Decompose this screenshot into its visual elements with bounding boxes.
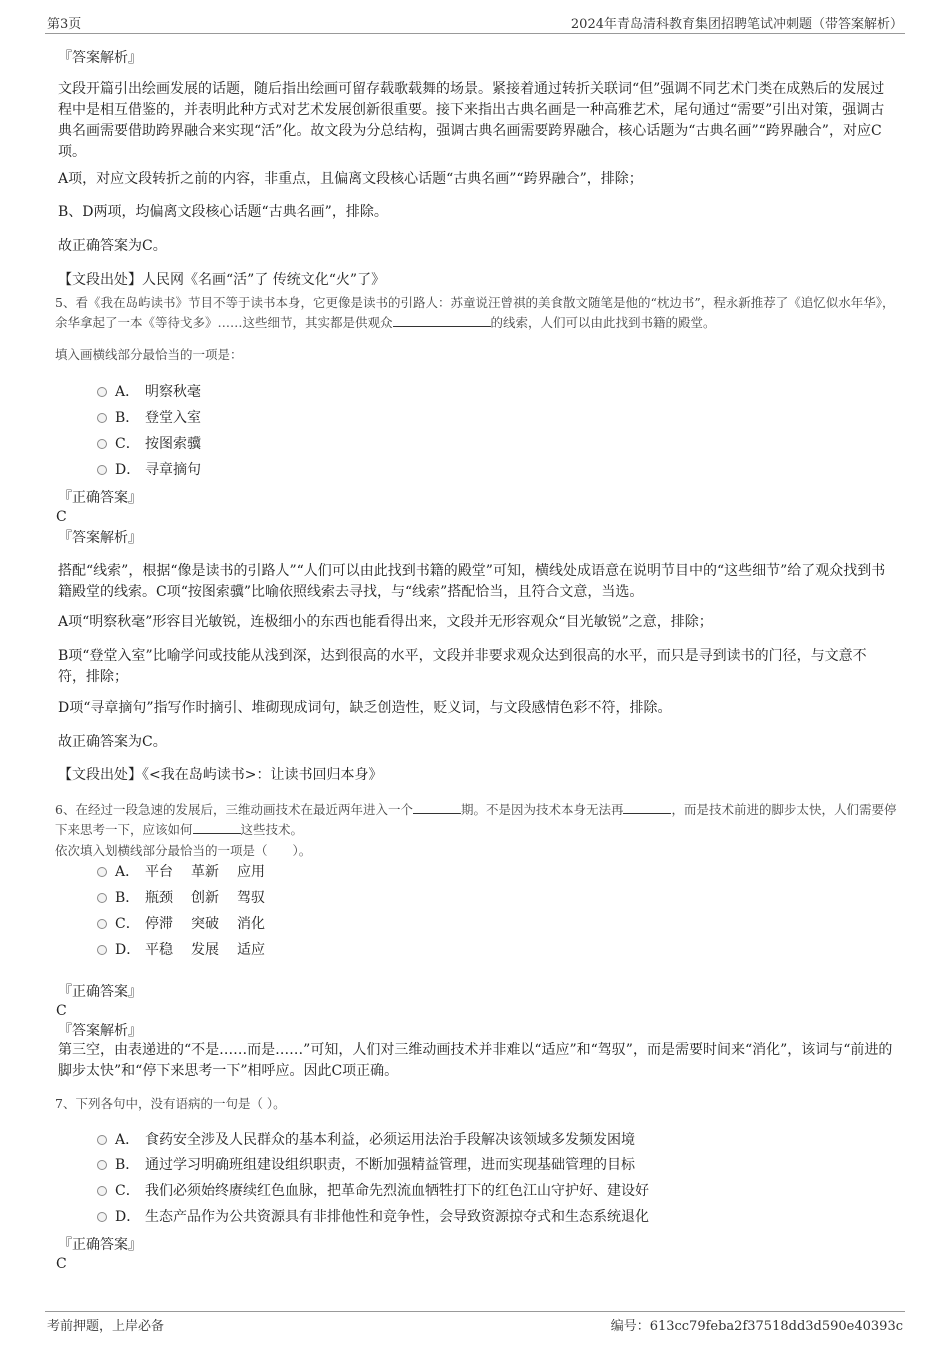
option-a[interactable]: A． 食药安全涉及人民群众的基本利益，必须运用法治手段解决该领域多发频发困境 [97, 1130, 635, 1150]
question-stem-text: 5、看《我在岛屿读书》节目不等于读书本身，它更像是读书的引路人：苏童说汪曾祺的美食散文随笔是他的“枕边书”，程永新推荐了《追忆似水年华》，余华拿起了一本《等待戈多》……这些细节，其实都是供观众 [55, 295, 895, 330]
radio-icon[interactable] [97, 893, 107, 903]
answer-tag: 『正确答案』 [58, 1237, 142, 1253]
option-a[interactable]: A． 平台 革新 应用 [97, 862, 283, 882]
question-stem-text: 这些技术。 [240, 822, 304, 837]
radio-icon[interactable] [97, 1212, 107, 1222]
option-b[interactable]: B． 登堂入室 [97, 408, 201, 428]
question-stem [55, 800, 900, 840]
option-a[interactable]: A． 明察秋毫 [97, 382, 201, 402]
question-prompt: 填入画横线部分最恰当的一项是： [55, 347, 243, 362]
analysis-conclusion: 故正确答案为C。 [58, 238, 167, 254]
analysis-paragraph: 搭配“线索”，根据“像是读书的引路人”“人们可以由此找到书籍的殿堂”可知，横线处成语意在说明节目中的“这些细节”给了观众找到书籍殿堂的线索。C项“按图索骥”比喻依照线索去寻找，与“线索”搭配恰当，且符合文意，当选。 [58, 563, 886, 600]
fill-blank [193, 821, 241, 834]
question-prompt: 依次填入划横线部分最恰当的一项是（ ）。 [55, 843, 312, 858]
footer-divider [45, 1311, 905, 1312]
fill-blank [413, 801, 461, 814]
answer-tag: 『正确答案』 [58, 984, 142, 1000]
document-id: 编号：613cc79feba2f37518dd3d590e40393c [610, 1319, 903, 1334]
question-stem: 7、下列各句中，没有语病的一句是（ ）。 [55, 1096, 286, 1111]
radio-icon[interactable] [97, 945, 107, 955]
analysis-tag: 『答案解析』 [58, 50, 142, 66]
radio-icon[interactable] [97, 919, 107, 929]
analysis-paragraph: A项，对应文段转折之前的内容，非重点，且偏离文段核心话题“古典名画”“跨界融合”，排除； [58, 171, 643, 187]
question-stem [55, 293, 900, 333]
answer-tag: 『正确答案』 [58, 490, 142, 506]
analysis-paragraph: B项“登堂入室”比喻学问或技能从浅到深，达到很高的水平，文段并非要求观众达到很高的水平，而只是寻到读书的门径，与文意不符，排除； [58, 648, 867, 685]
radio-icon[interactable] [97, 1186, 107, 1196]
source-note: 【文段出处】人民网《名画“活”了 传统文化“火”了》 [58, 272, 386, 288]
header-divider [45, 33, 905, 34]
option-c[interactable]: C． 停滞 突破 消化 [97, 914, 283, 934]
analysis-paragraph: 文段开篇引出绘画发展的话题，随后指出绘画可留存载歌载舞的场景。紧接着通过转折关联词“但”强调不同艺术门类在成熟后的发展过程中是相互借鉴的，并表明此种方式对艺术发展创新很重要。接下来指出古典名画是一种高雅艺术，尾句通过“需要”引出对策，强调古典名画需要借助跨界融合来实现“活”化。故文段为分总结构，强调古典名画需要跨界融合，核心话题为“古典名画”“跨界融合”，对应C项。 [58, 81, 885, 160]
radio-icon[interactable] [97, 1160, 107, 1170]
radio-icon[interactable] [97, 439, 107, 449]
question-stem-text: 6、在经过一段急速的发展后，三维动画技术在最近两年进入一个 [55, 802, 413, 817]
analysis-paragraph: 第三空，由表递进的“不是……而是……”可知，人们对三维动画技术并非难以“适应”和“驾驭”，而是需要时间来“消化”，该词与“前进的脚步太快”和“停下来思考一下”相呼应。因此C项正确。 [58, 1042, 893, 1079]
option-d[interactable]: D． 平稳 发展 适应 [97, 940, 283, 960]
fill-blank [393, 314, 491, 327]
correct-answer: C [56, 509, 67, 525]
footer-slogan: 考前押题，上岸必备 [47, 1319, 165, 1334]
option-b[interactable]: B． 通过学习明确班组建设组织职责，不断加强精益管理，进而实现基础管理的目标 [97, 1155, 635, 1175]
fill-blank [623, 801, 671, 814]
correct-answer: C [56, 1256, 67, 1272]
radio-icon[interactable] [97, 867, 107, 877]
radio-icon[interactable] [97, 1135, 107, 1145]
analysis-paragraph: A项“明察秋毫”形容目光敏锐，连极细小的东西也能看得出来，文段并无形容观众“目光敏锐”之意，排除； [58, 614, 713, 630]
option-d[interactable]: D． 生态产品作为公共资源具有非排他性和竞争性，会导致资源掠夺式和生态系统退化 [97, 1207, 649, 1227]
analysis-tag: 『答案解析』 [58, 530, 142, 546]
document-title: 2024年青岛清科教育集团招聘笔试冲刺题（带答案解析） [570, 17, 903, 32]
page-number: 第3页 [47, 17, 82, 32]
question-stem-text: 期。不是因为技术本身无法再 [460, 802, 624, 817]
radio-icon[interactable] [97, 465, 107, 475]
option-c[interactable]: C． 按图索骥 [97, 434, 201, 454]
analysis-paragraph: D项“寻章摘句”指写作时摘引、堆砌现成词句，缺乏创造性，贬义词，与文段感情色彩不符，排除。 [58, 700, 672, 716]
option-b[interactable]: B． 瓶颈 创新 驾驭 [97, 888, 283, 908]
analysis-tag: 『答案解析』 [58, 1023, 142, 1039]
radio-icon[interactable] [97, 387, 107, 397]
question-stem-text: ，而是技术前进的脚步太快，人们需要停下来思考一下，应该如何 [55, 802, 897, 837]
correct-answer: C [56, 1003, 67, 1019]
analysis-paragraph: B、D两项，均偏离文段核心话题“古典名画”，排除。 [58, 204, 388, 220]
radio-icon[interactable] [97, 413, 107, 423]
analysis-conclusion: 故正确答案为C。 [58, 734, 167, 750]
option-d[interactable]: D． 寻章摘句 [97, 460, 201, 480]
source-note: 【文段出处】《<我在岛屿读书>：让读书回归本身》 [58, 767, 383, 783]
option-c[interactable]: C． 我们必须始终赓续红色血脉，把革命先烈流血牺牲打下的红色江山守护好、建设好 [97, 1181, 649, 1201]
question-stem-text: 的线索，人们可以由此找到书籍的殿堂。 [490, 315, 716, 330]
